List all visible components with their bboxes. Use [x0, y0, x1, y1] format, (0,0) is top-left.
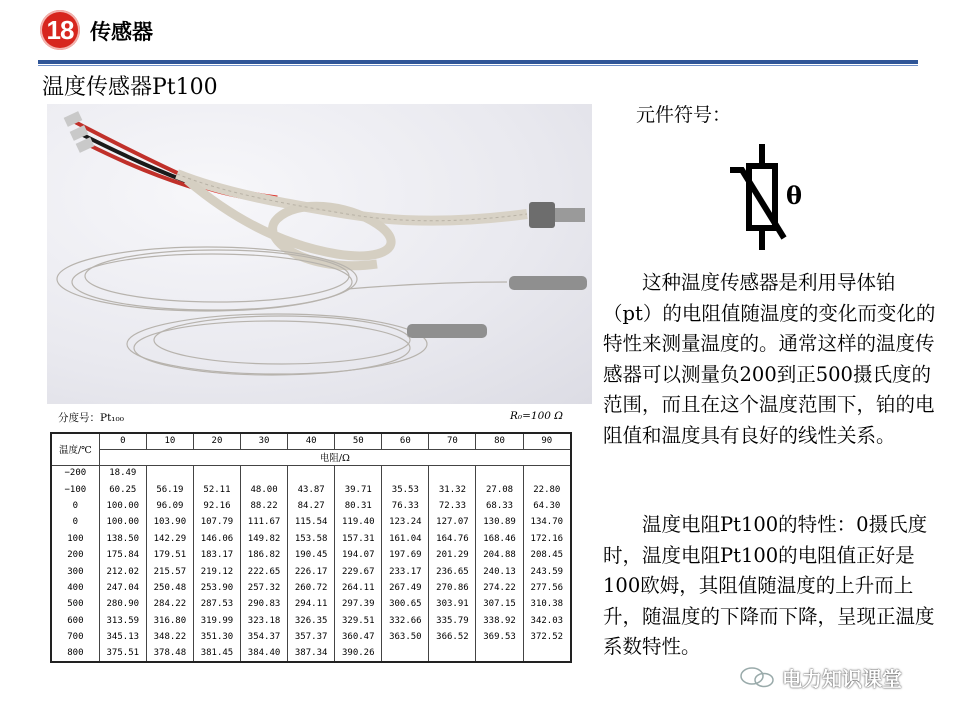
- watermark-text: 电力知识课堂: [782, 666, 902, 691]
- resistance-cell: 194.07: [335, 547, 382, 563]
- resistance-cell: [382, 645, 429, 661]
- resistance-cell: 319.99: [193, 613, 240, 629]
- row-temperature: 600: [51, 613, 99, 629]
- resistance-cell: 253.90: [193, 580, 240, 596]
- resistance-cell: 138.50: [99, 531, 146, 547]
- row-temperature: 800: [51, 645, 99, 661]
- resistance-cell: 149.82: [241, 531, 288, 547]
- resistance-cell: 88.22: [241, 498, 288, 514]
- resistance-cell: 204.88: [476, 547, 523, 563]
- resistance-cell: 172.16: [523, 531, 571, 547]
- resistance-cell: [382, 465, 429, 481]
- resistance-cell: 179.51: [146, 547, 193, 563]
- row-temperature: 700: [51, 629, 99, 645]
- resistance-cell: 72.33: [429, 498, 476, 514]
- resistance-cell: 329.51: [335, 613, 382, 629]
- wechat-icon: [740, 666, 774, 688]
- col-header: 20: [193, 433, 240, 449]
- resistance-cell: 175.84: [99, 547, 146, 563]
- resistance-cell: 287.53: [193, 596, 240, 612]
- resistance-cell: 100.00: [99, 514, 146, 530]
- resistance-cell: 103.90: [146, 514, 193, 530]
- resistance-cell: 294.11: [288, 596, 335, 612]
- resistance-cell: 387.34: [288, 645, 335, 661]
- resistance-cell: [429, 465, 476, 481]
- resistance-cell: 290.83: [241, 596, 288, 612]
- resistance-cell: 201.29: [429, 547, 476, 563]
- resistance-cell: 243.59: [523, 563, 571, 579]
- row-temperature: 100: [51, 531, 99, 547]
- table-row: [51, 465, 571, 481]
- resistance-cell: 257.32: [241, 580, 288, 596]
- table-row: [51, 596, 571, 612]
- resistance-cell: [476, 645, 523, 661]
- resistance-cell: 84.27: [288, 498, 335, 514]
- resistance-cell: 153.58: [288, 531, 335, 547]
- resistance-cell: [288, 465, 335, 481]
- resistance-cell: 381.45: [193, 645, 240, 661]
- resistance-cell: 35.53: [382, 481, 429, 497]
- resistance-cell: 348.22: [146, 629, 193, 645]
- resistance-cell: 64.30: [523, 498, 571, 514]
- resistance-cell: 31.32: [429, 481, 476, 497]
- graduation-label: 分度号：Pt₁₀₀: [58, 412, 124, 424]
- sensor-illustration: [47, 104, 592, 404]
- table-row: [51, 514, 571, 530]
- resistance-cell: 48.00: [241, 481, 288, 497]
- row-temperature: 0: [51, 498, 99, 514]
- table-row: [51, 498, 571, 514]
- resistance-cell: 297.39: [335, 596, 382, 612]
- resistance-cell: 197.69: [382, 547, 429, 563]
- resistance-cell: 164.76: [429, 531, 476, 547]
- description-paragraph-1: 这种温度传感器是利用导体铂（pt）的电阻值随温度的变化而变化的特性来测量温度的。通常这样的温度传感器可以测量负200到正500摄氏度的范围，而且在这个温度范围下，铂的电阻值和温度具有良好的线性关系。: [603, 271, 936, 447]
- resistance-cell: 354.37: [241, 629, 288, 645]
- resistance-cell: 161.04: [382, 531, 429, 547]
- resistance-cell: 260.72: [288, 580, 335, 596]
- col-header: 50: [335, 433, 382, 449]
- resistance-cell: 303.91: [429, 596, 476, 612]
- resistance-cell: [523, 465, 571, 481]
- resistance-cell: [193, 465, 240, 481]
- resistance-cell: 369.53: [476, 629, 523, 645]
- resistance-cell: [476, 465, 523, 481]
- table-row: [51, 531, 571, 547]
- resistance-cell: 338.92: [476, 613, 523, 629]
- resistance-cell: 115.54: [288, 514, 335, 530]
- resistance-cell: 284.22: [146, 596, 193, 612]
- resistance-cell: 157.31: [335, 531, 382, 547]
- resistance-cell: 39.71: [335, 481, 382, 497]
- resistance-cell: 360.47: [335, 629, 382, 645]
- resistance-cell: 274.22: [476, 580, 523, 596]
- resistance-cell: 107.79: [193, 514, 240, 530]
- resistance-cell: 267.49: [382, 580, 429, 596]
- row-temperature: −200: [51, 465, 99, 481]
- col-header: 0: [99, 433, 146, 449]
- resistance-cell: 27.08: [476, 481, 523, 497]
- table-row: [51, 629, 571, 645]
- resistance-cell: 222.65: [241, 563, 288, 579]
- resistance-cell: 92.16: [193, 498, 240, 514]
- resistance-cell: 236.65: [429, 563, 476, 579]
- resistance-cell: 384.40: [241, 645, 288, 661]
- resistance-cell: 183.17: [193, 547, 240, 563]
- resistance-cell: 323.18: [241, 613, 288, 629]
- pt100-sensor-photo: [47, 104, 592, 404]
- row-temperature: 0: [51, 514, 99, 530]
- pt100-resistance-table: [48, 406, 578, 708]
- resistance-cell: 130.89: [476, 514, 523, 530]
- resistance-cell: 186.82: [241, 547, 288, 563]
- theta-symbol: θ: [786, 181, 803, 210]
- r0-label: R₀=100 Ω: [510, 410, 563, 422]
- resistance-cell: 313.59: [99, 613, 146, 629]
- resistance-cell: 168.46: [476, 531, 523, 547]
- resistance-cell: 123.24: [382, 514, 429, 530]
- resistance-cell: 240.13: [476, 563, 523, 579]
- col-header: 90: [523, 433, 571, 449]
- resistance-unit-header: 电阻/Ω: [99, 449, 571, 465]
- resistance-cell: 43.87: [288, 481, 335, 497]
- col-header: 10: [146, 433, 193, 449]
- resistance-cell: 345.13: [99, 629, 146, 645]
- table-caption: [56, 410, 571, 428]
- resistance-cell: [523, 645, 571, 661]
- row-temperature: 300: [51, 563, 99, 579]
- resistance-cell: 372.52: [523, 629, 571, 645]
- resistance-cell: 264.11: [335, 580, 382, 596]
- resistance-cell: 212.02: [99, 563, 146, 579]
- description-paragraph-2: 温度电阻Pt100的特性：0摄氏度时，温度电阻Pt100的电阻值正好是100欧姆，其阻值随温度的上升而上升，随温度的下降而下降，呈现正温度系数特性。: [603, 513, 935, 658]
- resistance-cell: 208.45: [523, 547, 571, 563]
- col-header: 60: [382, 433, 429, 449]
- resistance-cell: 146.06: [193, 531, 240, 547]
- resistance-cell: 96.09: [146, 498, 193, 514]
- section-number-badge: 18: [40, 10, 80, 50]
- resistance-cell: 18.49: [99, 465, 146, 481]
- resistance-cell: 22.80: [523, 481, 571, 497]
- header-divider: [38, 60, 918, 64]
- resistance-cell: 233.17: [382, 563, 429, 579]
- resistance-cell: 127.07: [429, 514, 476, 530]
- row-temperature: 200: [51, 547, 99, 563]
- resistance-cell: 270.86: [429, 580, 476, 596]
- resistance-cell: 375.51: [99, 645, 146, 661]
- resistance-cell: 250.48: [146, 580, 193, 596]
- resistance-cell: 280.90: [99, 596, 146, 612]
- col-header: 70: [429, 433, 476, 449]
- watermark: [740, 662, 902, 692]
- resistance-cell: 342.03: [523, 613, 571, 629]
- resistance-cell: 247.04: [99, 580, 146, 596]
- resistance-cell: 68.33: [476, 498, 523, 514]
- resistance-cell: 215.57: [146, 563, 193, 579]
- resistance-cell: 56.19: [146, 481, 193, 497]
- resistance-cell: 142.29: [146, 531, 193, 547]
- resistance-cell: 226.17: [288, 563, 335, 579]
- resistance-cell: [241, 465, 288, 481]
- row-temperature: 400: [51, 580, 99, 596]
- resistance-cell: 326.35: [288, 613, 335, 629]
- resistance-cell: 363.50: [382, 629, 429, 645]
- resistance-cell: 316.80: [146, 613, 193, 629]
- temperature-header: 温度/℃: [51, 433, 99, 465]
- col-header: 30: [241, 433, 288, 449]
- resistance-cell: 52.11: [193, 481, 240, 497]
- resistance-cell: 390.26: [335, 645, 382, 661]
- table-row: [51, 547, 571, 563]
- table-row: [51, 481, 571, 497]
- row-temperature: −100: [51, 481, 99, 497]
- resistance-cell: 111.67: [241, 514, 288, 530]
- resistance-cell: 366.52: [429, 629, 476, 645]
- resistance-table: [50, 432, 572, 663]
- resistance-cell: 378.48: [146, 645, 193, 661]
- section-title: 传感器: [90, 20, 153, 44]
- thermistor-symbol-icon: [722, 142, 812, 252]
- resistance-cell: 60.25: [99, 481, 146, 497]
- resistance-cell: 134.70: [523, 514, 571, 530]
- row-temperature: 500: [51, 596, 99, 612]
- resistance-cell: 190.45: [288, 547, 335, 563]
- resistance-cell: 335.79: [429, 613, 476, 629]
- table-row: [51, 645, 571, 661]
- resistance-cell: 310.38: [523, 596, 571, 612]
- resistance-cell: 307.15: [476, 596, 523, 612]
- resistance-cell: 229.67: [335, 563, 382, 579]
- resistance-cell: [429, 645, 476, 661]
- resistance-cell: [146, 465, 193, 481]
- resistance-cell: 332.66: [382, 613, 429, 629]
- resistance-cell: 100.00: [99, 498, 146, 514]
- resistance-cell: 300.65: [382, 596, 429, 612]
- col-header: 40: [288, 433, 335, 449]
- component-symbol-label: 元件符号：: [636, 104, 732, 126]
- resistance-cell: 219.12: [193, 563, 240, 579]
- col-header: 80: [476, 433, 523, 449]
- resistance-cell: 80.31: [335, 498, 382, 514]
- resistance-cell: [335, 465, 382, 481]
- resistance-cell: 357.37: [288, 629, 335, 645]
- table-row: [51, 613, 571, 629]
- table-row: [51, 563, 571, 579]
- resistance-cell: 119.40: [335, 514, 382, 530]
- header-divider-thin: [38, 65, 918, 66]
- resistance-cell: 277.56: [523, 580, 571, 596]
- table-row: [51, 580, 571, 596]
- resistance-cell: 351.30: [193, 629, 240, 645]
- page-title: 温度传感器Pt100: [42, 75, 218, 100]
- resistance-cell: 76.33: [382, 498, 429, 514]
